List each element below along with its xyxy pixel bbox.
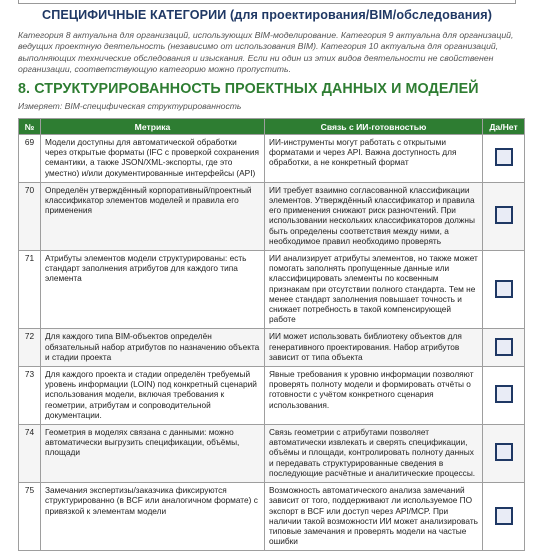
header-num: № <box>19 119 41 135</box>
row-ai-link: Возможность автоматического анализа замечаний зависит от того, поддерживают ли используемое ПО экспорт в BCF или доступ через API/MCP. При наличии такой возможности ИИ может анализировать типовые замечания и проверять модели на частые ошибки <box>265 483 483 551</box>
table-row <box>19 182 525 250</box>
row-num: 73 <box>19 367 41 425</box>
table-header-row <box>19 119 525 135</box>
row-ai-link: ИИ требует взаимно согласованной классификации элементов. Утверждённый классификатор и правила его применения снижают риск разночтений. При использовании нескольких классификаторов должны быть определены соответствия между ними, а необходимое правил необходимо проверять <box>265 182 483 250</box>
row-metric: Атрибуты элементов модели структурированы: есть стандарт заполнения атрибутов для каждого типа элемента <box>41 251 265 329</box>
table-row <box>19 329 525 367</box>
row-num: 75 <box>19 483 41 551</box>
yes-no-checkbox[interactable] <box>495 443 513 461</box>
header-metric: Метрика <box>41 119 265 135</box>
table-row <box>19 425 525 483</box>
row-num: 70 <box>19 182 41 250</box>
category-note: Категория 8 актуальна для организаций, использующих BIM-моделирование. Категория 9 актуальна для организаций, ведущих проектную деятельность (независимо от использования BIM). Категория 10 актуальна для организаций, выполняющих технические обследования и изыскания. Если ни один из этих видов деятельности не свойственен организации, соответствующую категорию можно пропустить. <box>18 30 514 74</box>
row-ai-link: Связь геометрии с атрибутами позволяет автоматически извлекать и сверять спецификации, объёмы и площади, контролировать полноту данных и передавать структурированные сведения в последующие расчётные и аналитические процессы. <box>265 425 483 483</box>
row-ai-link: Явные требования к уровню информации позволяют проверять полноту модели и формировать отчёты о готовности с учётом конкретного сценария использования. <box>265 367 483 425</box>
row-metric: Модели доступны для автоматической обработки через открытые форматы (IFC с проверкой сохранения семантики, а также JSON/XML-экспорты, где это уместно) и/или документированные интерфейсы (API) <box>41 135 265 183</box>
table-row <box>19 483 525 551</box>
row-ai-link: ИИ может использовать библиотеку объектов для генеративного проектирования. Набор атрибутов зависит от типа объекта <box>265 329 483 367</box>
yes-no-checkbox[interactable] <box>495 338 513 356</box>
yes-no-checkbox[interactable] <box>495 507 513 525</box>
yes-no-checkbox[interactable] <box>495 148 513 166</box>
row-metric: Геометрия в моделях связана с данными: можно автоматически выгрузить спецификации, объёмы, площади <box>41 425 265 483</box>
yes-no-checkbox[interactable] <box>495 206 513 224</box>
row-num: 71 <box>19 251 41 329</box>
row-metric: Замечания экспертизы/заказчика фиксируются структурированно (в BCF или аналогичном формате) с привязкой к элементам модели <box>41 483 265 551</box>
top-divider <box>18 0 516 4</box>
row-metric: Для каждого типа BIM-объектов определён обязательный набор атрибутов по назначению объекта и стадии проекта <box>41 329 265 367</box>
row-ai-link: ИИ-инструменты могут работать с открытыми форматами и через API. Важна доступность для обработки, а не конкретный формат <box>265 135 483 183</box>
section-title: 8. СТРУКТУРИРОВАННОСТЬ ПРОЕКТНЫХ ДАННЫХ И МОДЕЛЕЙ <box>18 81 479 97</box>
row-num: 69 <box>19 135 41 183</box>
yes-no-checkbox[interactable] <box>495 385 513 403</box>
table-row <box>19 251 525 329</box>
section-measure: Измеряет: BIM-специфическая структурированность <box>18 101 242 111</box>
row-metric: Для каждого проекта и стадии определён требуемый уровень информации (LOIN) под конкретный сценарий использования модели, включая требования к геометрии, атрибутам и сопроводительной документации. <box>41 367 265 425</box>
row-num: 72 <box>19 329 41 367</box>
yes-no-checkbox[interactable] <box>495 280 513 298</box>
table-row <box>19 367 525 425</box>
row-num: 74 <box>19 425 41 483</box>
category-heading: СПЕЦИФИЧНЫЕ КАТЕГОРИИ (для проектирования/BIM/обследования) <box>42 8 492 22</box>
header-ai: Связь с ИИ-готовностью <box>265 119 483 135</box>
row-ai-link: ИИ анализирует атрибуты элементов, но также может помогать заполнять пропущенные данные или классифицировать элементы по косвенным признакам при отсутствии полного стандарта. Тем не менее стандарт заполнения повышает точность и снижает потребность в такой компенсирующей работе <box>265 251 483 329</box>
header-yesno: Да/Нет <box>483 119 525 135</box>
table-row <box>19 135 525 183</box>
row-metric: Определён утверждённый корпоративный/проектный классификатор элементов моделей и правила его применения <box>41 182 265 250</box>
metrics-table <box>18 118 525 551</box>
